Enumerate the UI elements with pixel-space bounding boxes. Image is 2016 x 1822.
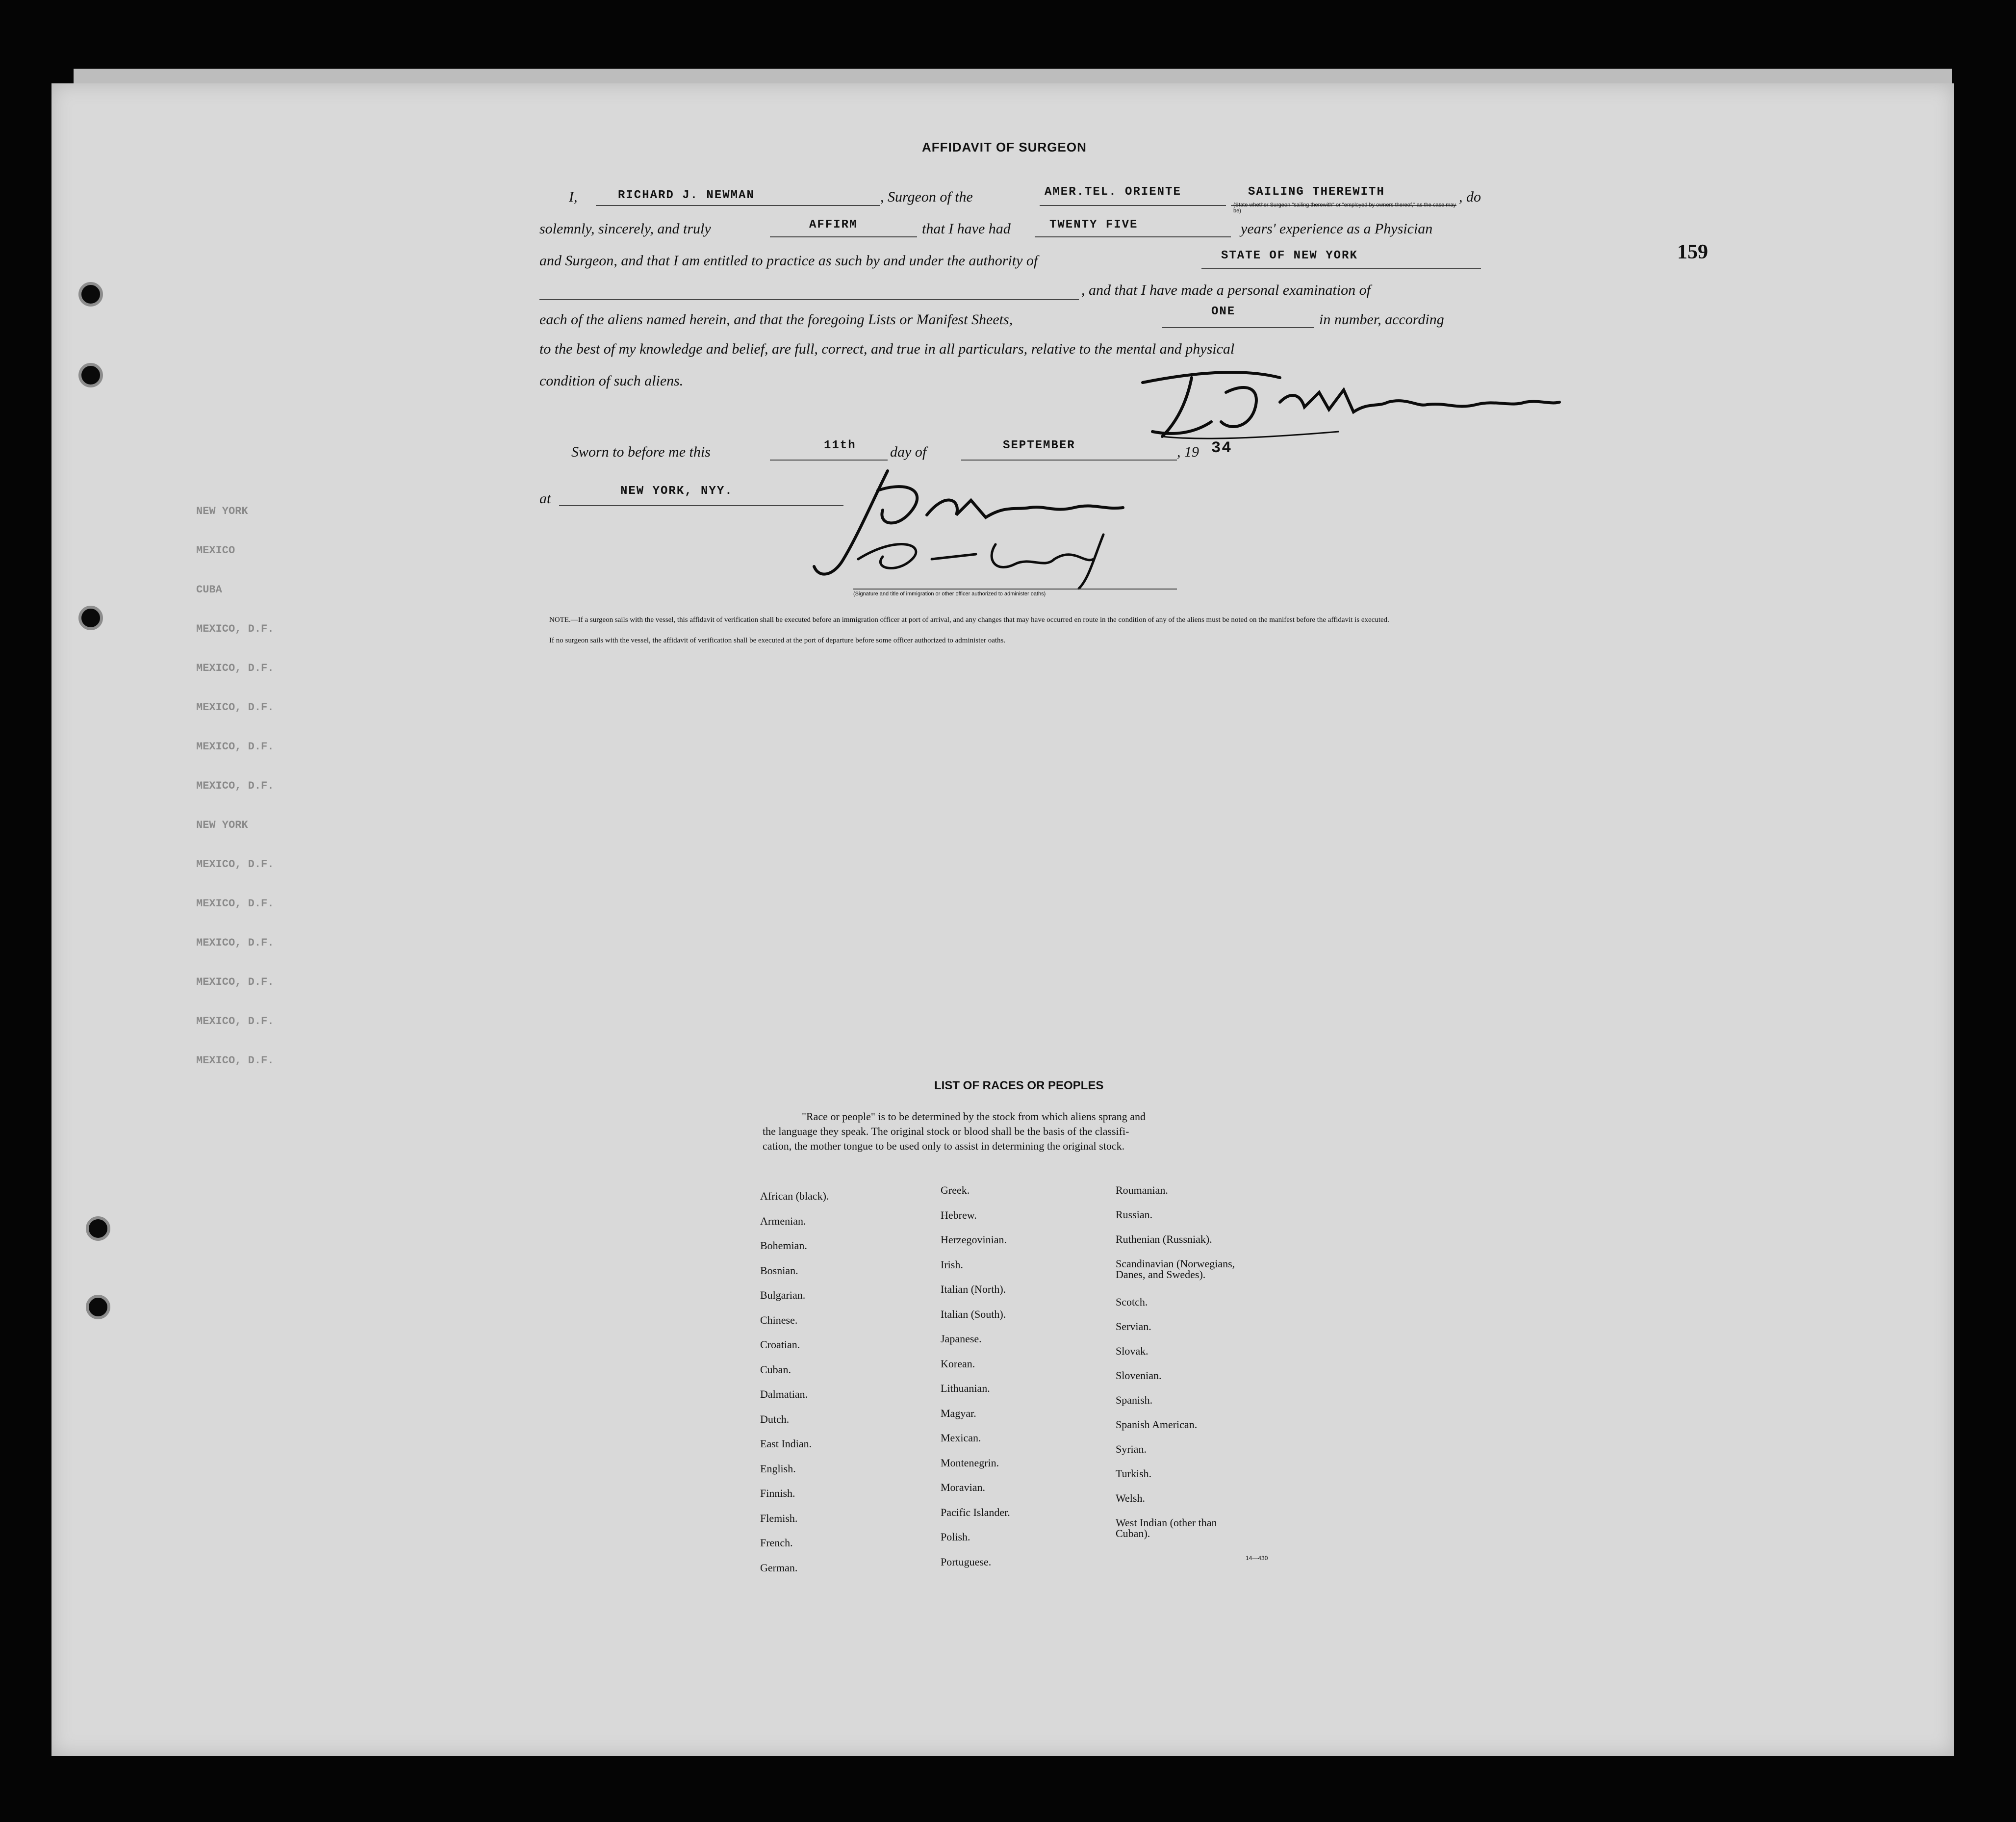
bleed-through-text: NEW YORK [196,819,248,831]
punch-hole [78,363,103,387]
bleed-through-text: MEXICO, D.F. [196,662,274,674]
race-entry: Italian (North). [941,1283,1006,1295]
bleed-through-text: MEXICO, D.F. [196,858,274,871]
text-condition: condition of such aliens. [539,373,684,389]
race-entry: Servian. [1116,1320,1151,1333]
manifest-sheet-count: ONE [1211,305,1236,318]
race-entry: Japanese. [941,1333,982,1345]
oath-type: AFFIRM [809,218,858,231]
race-entry: Roumanian. [1116,1184,1168,1196]
bleed-through-text: MEXICO, D.F. [196,937,274,949]
race-entry: Finnish. [760,1487,795,1499]
text-surgeon-of: , Surgeon of the [880,189,973,205]
form-code: 14—430 [1246,1555,1268,1562]
text-in-number: in number, according [1319,311,1444,328]
race-entry: Mexican. [941,1432,981,1444]
text-day-of: day of [890,444,927,460]
text-and-surgeon: and Surgeon, and that I am entitled to practice as such by and under the authority of [539,253,1038,269]
race-entry: Ruthenian (Russniak). [1116,1233,1212,1245]
note-no-surgeon: If no surgeon sails with the vessel, the affidavit of verification shall be executed at the port of departure before some officer authorized to administer oaths. [549,637,1006,644]
punch-hole [86,1295,110,1319]
underline [539,299,1079,300]
race-entry: Dutch. [760,1412,790,1425]
bleed-through-text: MEXICO, D.F. [196,898,274,910]
document-page [51,83,1954,1756]
underline [1162,327,1314,328]
race-entry: Bohemian. [760,1239,807,1252]
punch-hole [78,606,103,630]
race-entry: English. [760,1462,796,1475]
races-intro-line3: cation, the mother tongue to be used only to assist in determining the original stock. [763,1140,1125,1152]
page-number: 159 [1677,241,1708,263]
surgeon-name: RICHARD J. NEWMAN [618,189,755,202]
races-intro-line1: "Race or people" is to be determined by the stock from which aliens sprang and [802,1110,1146,1123]
surgeon-signature [1133,363,1564,446]
race-entry: Welsh. [1116,1492,1145,1504]
race-entry: Cuban). [1116,1527,1150,1540]
bleed-through-text: MEXICO, D.F. [196,701,274,714]
race-entry: Russian. [1116,1208,1153,1221]
punch-hole [78,282,103,307]
underline [1035,236,1231,237]
text-sworn: Sworn to before me this [571,444,711,460]
race-entry: French. [760,1537,793,1549]
race-entry: Slovak. [1116,1345,1148,1357]
officer-caption: (Signature and title of immigration or other officer authorized to administer oaths) [853,591,1046,597]
race-entry: Chinese. [760,1313,798,1326]
race-entry: Portuguese. [941,1555,992,1568]
race-entry: Slovenian. [1116,1369,1162,1382]
underline [596,205,880,206]
underline [1201,268,1481,269]
race-entry: Greek. [941,1184,970,1196]
race-entry: Lithuanian. [941,1382,990,1394]
race-entry: Flemish. [760,1512,798,1524]
race-entry: East Indian. [760,1437,812,1450]
race-entry: Cuban. [760,1363,791,1376]
officer-signature [799,461,1241,593]
race-entry: Bosnian. [760,1264,798,1277]
text-year-prefix: , 19 [1177,444,1199,460]
licensing-authority: STATE OF NEW YORK [1221,249,1358,262]
underline [770,236,917,237]
races-title: LIST OF RACES OR PEOPLES [934,1079,1104,1092]
text-years-physician: years' experience as a Physician [1241,221,1433,237]
bleed-through-text: MEXICO, D.F. [196,1054,274,1067]
text-I: I, [569,189,578,205]
race-entry: Hebrew. [941,1208,977,1221]
text-do: , do [1459,189,1481,205]
sworn-day: 11th [824,439,856,452]
race-entry: Armenian. [760,1214,806,1227]
sworn-place: NEW YORK, NYY. [620,485,733,498]
race-entry: German. [760,1561,798,1574]
race-entry: Moravian. [941,1481,986,1493]
sworn-month: SEPTEMBER [1003,439,1075,452]
race-entry: Scotch. [1116,1296,1148,1308]
bleed-through-text: MEXICO, D.F. [196,623,274,635]
text-solemnly: solemnly, sincerely, and truly [539,221,711,237]
underline [1040,205,1226,206]
bleed-through-text: CUBA [196,584,222,596]
surgeon-status: SAILING THEREWITH [1248,185,1385,199]
bleed-through-text: MEXICO, D.F. [196,1015,274,1027]
underline [853,589,1177,590]
underline [961,460,1177,461]
race-entry: Turkish. [1116,1467,1152,1480]
years-experience: TWENTY FIVE [1049,218,1138,231]
vessel-name: AMER.TEL. ORIENTE [1045,185,1181,199]
bleed-through-text: MEXICO, D.F. [196,976,274,988]
race-entry: Montenegrin. [941,1456,999,1469]
race-entry: Irish. [941,1258,963,1271]
note-surgeon-sails: NOTE.—If a surgeon sails with the vessel, this affidavit of verification shall be executed before an immigration officer at port of arrival, and any changes that may have occurred en route in the condition of any of the aliens must be noted on the manifest before the affidavit is executed. [549,616,1389,624]
text-best-knowledge: to the best of my knowledge and belief, are full, correct, and true in all particulars, relative to the mental and physical [539,341,1235,357]
race-entry: Spanish. [1116,1394,1153,1406]
race-entry: Bulgarian. [760,1289,806,1301]
race-entry: Dalmatian. [760,1388,808,1400]
race-entry: Korean. [941,1357,975,1370]
race-entry: Danes, and Swedes). [1116,1268,1206,1281]
sworn-year: 34 [1211,439,1232,457]
race-entry: Polish. [941,1531,970,1543]
race-entry: Syrian. [1116,1443,1147,1455]
text-at: at [539,490,551,507]
race-entry: Pacific Islander. [941,1506,1010,1518]
text-personal-examination: , and that I have made a personal examination of [1081,282,1371,298]
race-entry: Spanish American. [1116,1418,1198,1431]
text-each-of-aliens: each of the aliens named herein, and that the foregoing Lists or Manifest Sheets, [539,311,1013,328]
races-intro-line2: the language they speak. The original stock or blood shall be the basis of the classifi- [763,1125,1129,1137]
bleed-through-text: MEXICO, D.F. [196,741,274,753]
underline [770,460,888,461]
punch-hole [86,1216,110,1241]
affidavit-title: AFFIDAVIT OF SURGEON [922,140,1087,154]
race-entry: Scandinavian (Norwegians, [1116,1257,1235,1270]
race-entry: West Indian (other than [1116,1516,1217,1529]
race-entry: African (black). [760,1190,829,1202]
bleed-through-text: MEXICO [196,544,235,557]
race-entry: Italian (South). [941,1308,1006,1320]
race-entry: Herzegovinian. [941,1233,1007,1246]
text-that-i-have-had: that I have had [922,221,1011,237]
race-entry: Croatian. [760,1338,800,1351]
bleed-through-text: MEXICO, D.F. [196,780,274,792]
race-entry: Magyar. [941,1407,976,1419]
bleed-through-text: NEW YORK [196,505,248,517]
status-note: (State whether Surgeon "sailing therewith" or "employed by owners thereof," as the case may be) [1233,202,1456,214]
